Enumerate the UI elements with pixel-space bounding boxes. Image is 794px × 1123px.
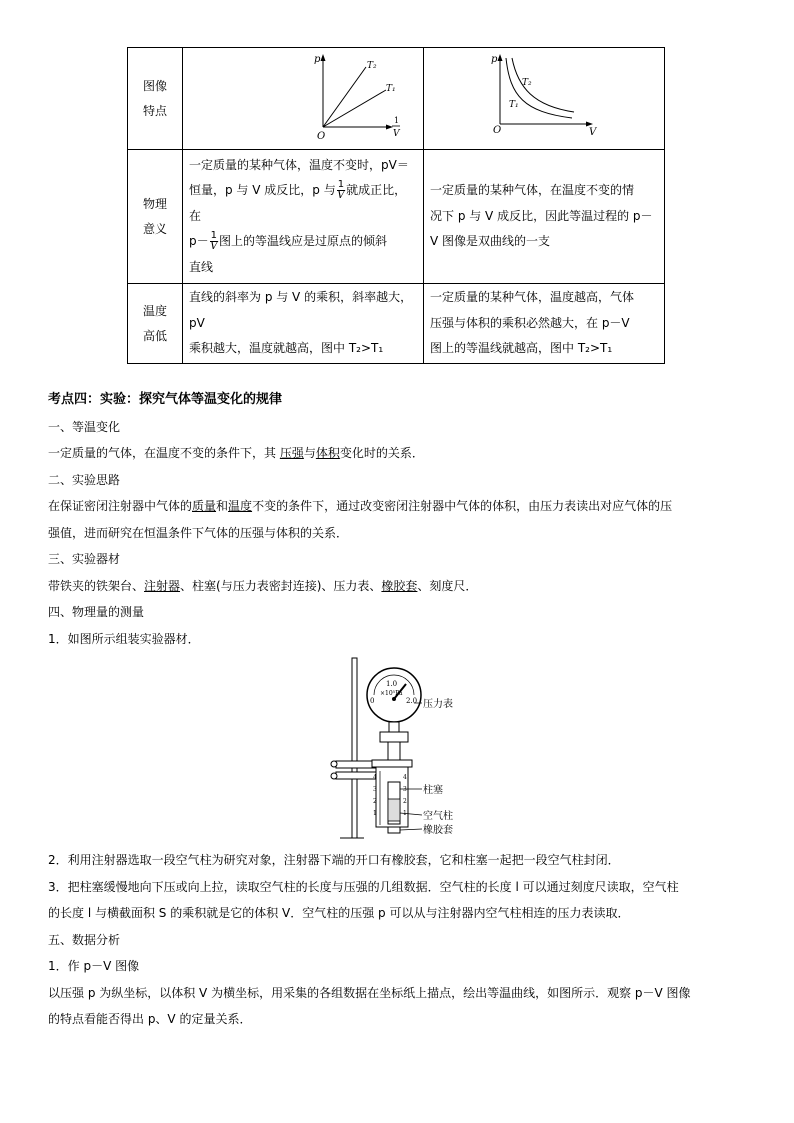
cell-text: p－ — [189, 234, 209, 249]
row-header-line: 高低 — [142, 328, 167, 343]
row-header-line: 温度 — [142, 303, 167, 318]
paragraph — [48, 493, 748, 520]
cell-line: 况下 p 与 V 成反比，因此等温过程的 p－ — [430, 208, 653, 223]
paragraph: 的长度 l 与横截面积 S 的乘积就是它的体积 V．空气柱的压强 p 可以从与注射器内空气柱相连的压力表读取． — [48, 906, 630, 920]
y-axis-label: p — [491, 54, 498, 65]
cell-line: 直线的斜率为 p 与 V 的乘积，斜率越大，pV — [189, 290, 413, 330]
paragraph: 强值，进而研究在恒温条件下气体的压强与体积的关系． — [48, 525, 349, 540]
origin-label: O — [493, 125, 502, 136]
row-header-line: 图像 — [142, 78, 167, 93]
x-axis-num: 1 — [394, 116, 400, 125]
subsection-title: 四、物理量的测量 — [48, 605, 145, 619]
subsection-title: 一、等温变化 — [48, 419, 121, 434]
p-inverse-v-graph — [183, 48, 423, 146]
comparison-table — [127, 47, 665, 364]
subsection-title: 五、数据分析 — [48, 932, 121, 947]
section-heading: 考点四：实验：探究气体等温变化的规律 — [48, 392, 283, 407]
graph-cell-left — [183, 48, 424, 150]
cell-line: 乘积越大，温度就越高，图中 T₂>T₁ — [189, 341, 384, 356]
t2-label: T₂ — [367, 61, 377, 71]
fraction-one-over-v — [210, 231, 218, 252]
gauge-mark-1: 1.0 — [386, 680, 398, 688]
underlined-term: 质量 — [192, 499, 217, 513]
t1-label: T₁ — [386, 84, 396, 94]
cell-line — [189, 178, 417, 229]
table-row — [128, 48, 665, 150]
air-column-label: 空气柱 — [423, 811, 453, 822]
scale-mark: 4 — [403, 774, 407, 781]
plunger-label: 柱塞 — [423, 785, 443, 796]
paragraph: 1．如图所示组装实验器材． — [48, 631, 200, 646]
underlined-term: 压强 — [279, 446, 304, 460]
cell-line: 一定质量的某种气体，温度不变时，pV＝ — [189, 157, 409, 172]
scale-mark: 2 — [403, 798, 407, 805]
text: 不变的条件下，通过改变密闭注射器中气体的体积，由压力表读出对应气体的压 — [252, 499, 673, 513]
scale-mark: 3 — [403, 786, 407, 793]
fraction-one-over-v — [337, 180, 345, 201]
rubber-cap-label: 橡胶套 — [423, 825, 453, 836]
paragraph: 以压强 p 为纵坐标，以体积 V 为横坐标，用采集的各组数据在坐标纸上描点，绘出等温曲线，如图所示．观察 p－V 图像 — [48, 985, 691, 1000]
text: 、柱塞(与压力表密封连接)、压力表、 — [180, 578, 382, 593]
meaning-right-cell — [424, 150, 665, 284]
t1-label: T₁ — [509, 100, 519, 110]
row-header-meaning — [128, 150, 183, 284]
cell-line: V 图像是双曲线的一支 — [430, 234, 551, 249]
scale-mark: 2 — [373, 798, 377, 805]
subsection-title: 二、实验思路 — [48, 472, 121, 487]
text: 和 — [216, 499, 229, 513]
gauge-mark-2: 2.0 — [406, 697, 418, 705]
temperature-left-cell — [183, 284, 424, 364]
text: 、刻度尺． — [417, 578, 478, 593]
paragraph: 的特点看能否得出 p、V 的定量关系． — [48, 1012, 252, 1026]
row-header-line: 特点 — [142, 103, 167, 118]
cell-text: 就成正比，在 — [189, 183, 407, 223]
p-v-graph — [424, 48, 664, 146]
apparatus-figure — [330, 653, 490, 841]
gauge-unit: ×10⁵Pa — [380, 690, 403, 697]
row-header-line: 物理 — [142, 196, 167, 211]
text: 与 — [303, 446, 316, 460]
fraction-numerator: 1 — [210, 230, 217, 242]
document-body-top — [48, 387, 748, 652]
t2-label: T₂ — [522, 78, 532, 88]
y-axis-label: p — [314, 54, 321, 65]
subsection-title: 三、实验器材 — [48, 552, 121, 566]
x-axis-label: V — [589, 127, 597, 138]
graph-cell-right — [424, 48, 665, 150]
cell-line: 直线 — [189, 259, 214, 274]
gauge-mark-0: 0 — [370, 697, 375, 705]
row-header-graph — [128, 48, 183, 150]
paragraph — [48, 440, 748, 467]
row-header-temperature — [128, 284, 183, 364]
paragraph: 3．把柱塞缓慢地向下压或向上拉，读取空气柱的长度与压强的几组数据．空气柱的长度 l 可以通过刻度尺读取，空气柱 — [48, 879, 679, 894]
document-body-bottom — [48, 847, 748, 1033]
underlined-term: 温度 — [228, 499, 253, 513]
scale-mark: 4 — [373, 774, 377, 781]
underlined-term: 橡胶套 — [381, 578, 418, 593]
cell-line: 一定质量的某种气体，温度越高，气体 — [430, 290, 635, 305]
text: 带铁夹的铁架台、 — [48, 578, 145, 593]
underlined-term: 体积 — [315, 446, 340, 460]
cell-line — [189, 229, 417, 255]
cell-line: 压强与体积的乘积必然越大，在 p－V — [430, 315, 630, 330]
origin-label: O — [317, 131, 326, 142]
temperature-right-cell — [424, 284, 665, 364]
fraction-denominator: V — [337, 190, 345, 202]
scale-mark: 1 — [373, 810, 377, 817]
text: 一定质量的气体，在温度不变的条件下，其 — [48, 446, 277, 460]
text: 在保证密闭注射器中气体的 — [48, 499, 193, 513]
fraction-numerator: 1 — [337, 179, 345, 191]
gauge-label: 压力表 — [423, 699, 453, 710]
cell-line: 一定质量的某种气体，在温度不变的情 — [430, 183, 635, 198]
underlined-term: 注射器 — [144, 578, 181, 593]
table-row — [128, 284, 665, 364]
row-header-line: 意义 — [142, 221, 167, 236]
fraction-denominator: V — [210, 241, 218, 253]
paragraph — [48, 573, 748, 600]
table-row — [128, 150, 665, 284]
cell-text: 恒量，p 与 V 成反比，p 与 — [189, 183, 336, 198]
x-axis-den: V — [393, 129, 400, 139]
cell-text: 图上的等温线应是过原点的倾斜 — [219, 234, 388, 249]
paragraph: 2．利用注射器选取一段空气柱为研究对象，注射器下端的开口有橡胶套，它和柱塞一起把一段空气柱封闭． — [48, 853, 620, 867]
text: 变化时的关系． — [339, 446, 424, 460]
meaning-left-cell — [183, 150, 424, 284]
cell-line: 图上的等温线就越高，图中 T₂>T₁ — [430, 341, 613, 356]
scale-mark: 3 — [373, 786, 377, 793]
paragraph: 1．作 p－V 图像 — [48, 959, 140, 973]
